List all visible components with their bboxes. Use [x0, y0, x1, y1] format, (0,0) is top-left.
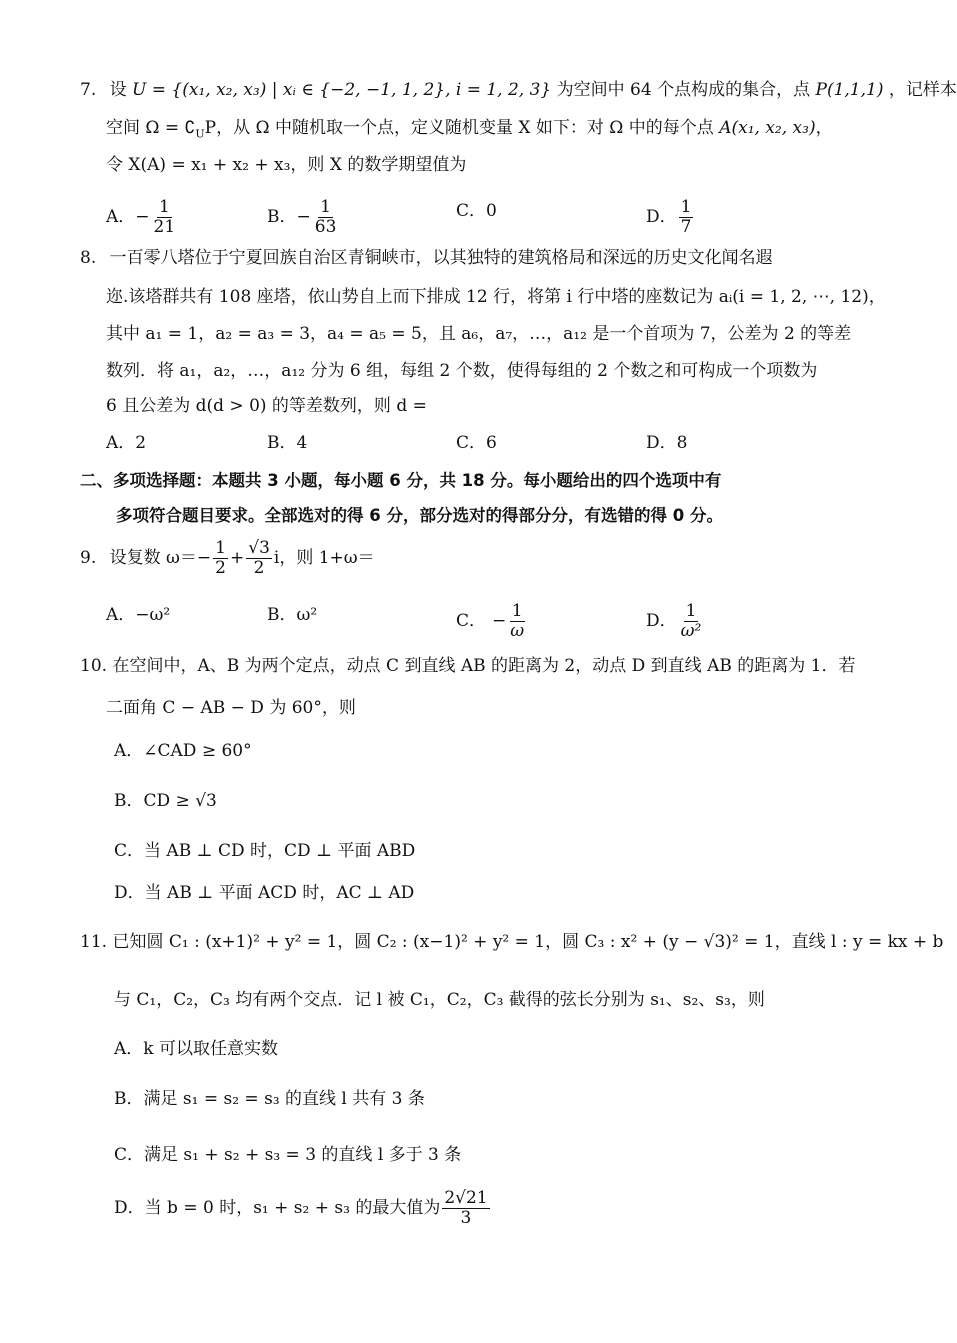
q10-number: 10. — [80, 656, 108, 676]
q7-option-a[interactable]: A．− $\frac{1}{21}$ — [106, 197, 176, 237]
q10-option-c[interactable]: C．当 AB ⊥ CD 时，CD ⊥ 平面 ABD — [114, 841, 416, 861]
q8-number: 8. — [80, 248, 97, 268]
q10-line-2: 二面角 C − AB − D 为 60°，则 — [106, 698, 356, 718]
q7-line-2: 空间 $\Omega = ∁_UP$，从 Ω 中随机取一个点，定义随机变量 X 如下：对 Ω 中的每个点 A(x₁, x₂, x₃)， — [106, 118, 833, 141]
section-2-line-1: 二、多项选择题：本题共 3 小题，每小题 6 分，共 18 分。每小题给出的四个选项中有 — [80, 471, 722, 490]
q8-line-1: 8. 一百零八塔位于宁夏回族自治区青铜峡市，以其独特的建筑格局和深远的历史文化闻名遐 — [80, 248, 773, 268]
q7-point-a: A(x₁, x₂, x₃) — [719, 118, 816, 138]
q7-option-b[interactable]: B．− $\frac{1}{63}$ — [267, 197, 337, 237]
q11-option-d[interactable]: D．当 b = 0 时，s₁ + s₂ + s₃ 的最大值为 $\frac{2√21}{3}$ — [114, 1188, 488, 1228]
q7-number: 7. — [80, 80, 97, 100]
q8-line-2: 迩.该塔群共有 108 座塔，依山势自上而下排成 12 行，将第 i 行中塔的座数记为 aᵢ(i = 1, 2, ⋯, 12)， — [106, 287, 886, 307]
q8-line-4: 数列．将 a₁，a₂，…，a₁₂ 分为 6 组，每组 2 个数，使得每组的 2 个数之和可构成一个项数为 — [106, 361, 818, 381]
q8-line-5: 6 且公差为 d(d > 0) 的等差数列，则 d = — [106, 396, 427, 416]
q8-line-3: 其中 a₁ = 1，a₂ = a₃ = 3，a₄ = a₅ = 5，且 a₆，a₇，…，a₁₂ 是一个首项为 7，公差为 2 的等差 — [106, 324, 852, 344]
q10-option-a[interactable]: A．∠CAD ≥ 60° — [114, 741, 252, 761]
q9-option-b[interactable]: B．ω² — [267, 605, 318, 625]
q8-option-d[interactable]: D．8 — [646, 433, 688, 453]
q9-option-a[interactable]: A．−ω² — [106, 605, 171, 625]
q8-option-b[interactable]: B．4 — [267, 433, 308, 453]
q10-option-d[interactable]: D．当 AB ⊥ 平面 ACD 时，AC ⊥ AD — [114, 883, 415, 903]
q7-line-1: 7. 设 U = {(x₁, x₂, x₃) | xᵢ ∈ {−2, −1, 1, 2}, i = 1, 2, 3} 为空间中 64 个点构成的集合，点 P(1,1,1) ，记样本 — [80, 80, 957, 100]
q9-line-1: 9. 设复数 ω＝− $\frac{1}{2}$ + $\frac{√3}{2}$ i，则 1+ω＝ — [80, 538, 375, 578]
q11-option-a[interactable]: A．k 可以取任意实数 — [114, 1039, 278, 1059]
q7-set-definition: U = {(x₁, x₂, x₃) | xᵢ ∈ {−2, −1, 1, 2}, i = 1, 2, 3} — [132, 80, 552, 100]
q11-number: 11. — [80, 932, 108, 952]
q9-number: 9. — [80, 548, 97, 568]
q11-option-b[interactable]: B．满足 s₁ = s₂ = s₃ 的直线 l 共有 3 条 — [114, 1089, 425, 1109]
q8-option-c[interactable]: C．6 — [456, 433, 497, 453]
q9-option-c[interactable]: C． − $\frac{1}{\omega}$ — [456, 601, 525, 641]
q7-option-c[interactable]: C．0 — [456, 201, 497, 221]
q9-options — [0, 590, 950, 640]
q11-line-1: 11. 已知圆 C₁ : (x+1)² + y² = 1，圆 C₂ : (x−1)² + y² = 1，圆 C₃ : x² + (y − √3)² = 1，直线 l : y = kx + b — [80, 932, 944, 952]
q7-point-p: P(1,1,1) — [815, 80, 884, 100]
q10-option-b[interactable]: B．CD ≥ √3 — [114, 791, 217, 811]
q10-line-1: 10. 在空间中，A、B 为两个定点，动点 C 到直线 AB 的距离为 2，动点 D 到直线 AB 的距离为 1．若 — [80, 656, 856, 676]
q8-option-a[interactable]: A．2 — [106, 433, 147, 453]
q7-option-d[interactable]: D． $\frac{1}{7}$ — [646, 197, 692, 237]
section-2-line-2: 多项符合题目要求。全部选对的得 6 分，部分选对的得部分分，有选错的得 0 分。 — [116, 506, 723, 525]
q11-line-2: 与 C₁，C₂，C₃ 均有两个交点．记 l 被 C₁，C₂，C₃ 截得的弦长分别为 s₁、s₂、s₃，则 — [114, 990, 765, 1010]
q9-option-d[interactable]: D． $\frac{1}{\text{ω²}}$ — [646, 601, 702, 641]
q7-line-3: 令 X(A) = x₁ + x₂ + x₃，则 X 的数学期望值为 — [106, 155, 467, 175]
q7-options — [0, 186, 950, 236]
q11-option-c[interactable]: C．满足 s₁ + s₂ + s₃ = 3 的直线 l 多于 3 条 — [114, 1145, 462, 1165]
